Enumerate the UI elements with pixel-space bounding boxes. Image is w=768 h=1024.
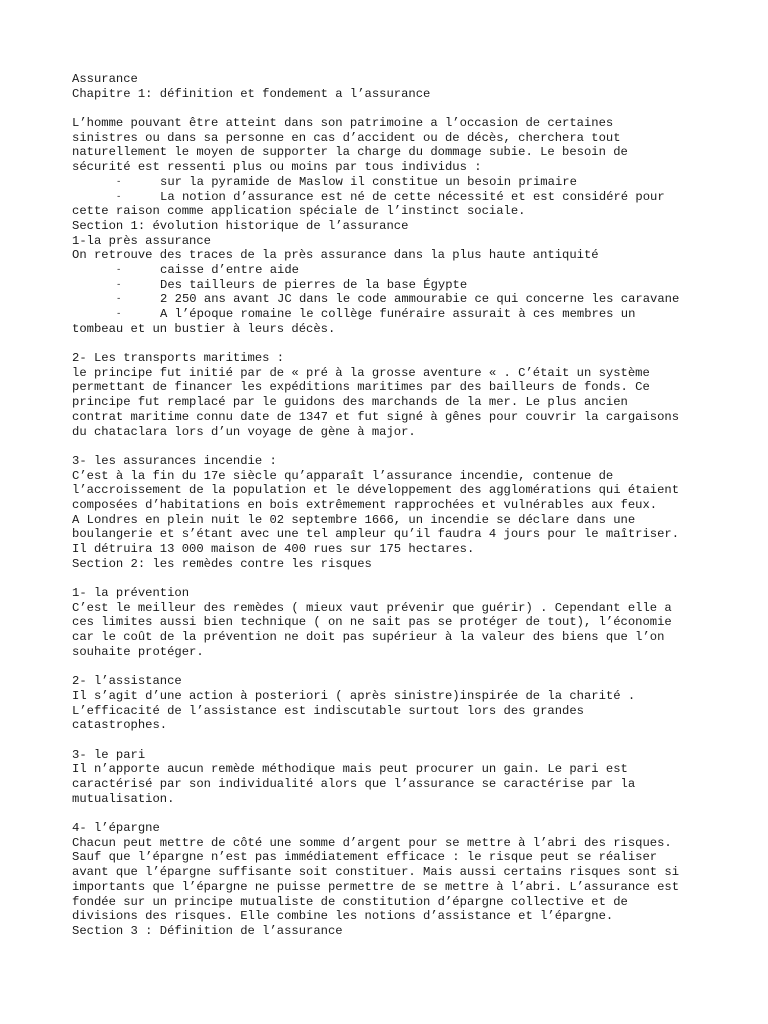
text-line: fondée sur un principe mutualiste de constitution d’épargne collective et de <box>72 894 628 909</box>
bullet-marker: - <box>116 264 122 275</box>
text-line: catastrophes. <box>72 718 168 733</box>
text-line: Chacun peut mettre de côté une somme d’argent pour se mettre à l’abri des risques. <box>72 835 672 850</box>
document-body <box>72 72 712 939</box>
blank-line <box>72 336 712 351</box>
text-line: composées d’habitations en bois extrêmement rapprochées et vulnérables aux feux. <box>72 497 658 512</box>
bullet-text: A l’époque romaine le collège funéraire assurait à ces membres un <box>160 307 636 321</box>
text-line: 4- l’épargne <box>72 821 160 836</box>
text-line: 1-la près assurance <box>72 233 211 248</box>
text-line: L’homme pouvant être atteint dans son patrimoine a l’occasion de certaines <box>72 116 614 131</box>
text-line: car le coût de la prévention ne doit pas supérieur à la valeur des biens que l’on <box>72 630 665 645</box>
blank-line <box>72 660 712 675</box>
text-line: Il détruira 13 000 maison de 400 rues sur 175 hectares. <box>72 542 475 556</box>
text-line: permettant de financer les expéditions maritimes par des bailleurs de fonds. Ce <box>72 380 650 395</box>
text-line: naturellement le moyen de supporter la charge du dommage subie. Le besoin de <box>72 145 628 160</box>
bullet-item <box>72 190 712 205</box>
bullet-text: sur la pyramide de Maslow il constitue un besoin primaire <box>160 174 577 189</box>
text-line: ces limites aussi bien technique ( on ne sait pas se protéger de tout), l’économie <box>72 615 672 630</box>
blank-line <box>72 571 712 586</box>
text-line: Section 1: évolution historique de l’assurance <box>72 218 409 233</box>
text-line: caractérisé par son individualité alors que l’assurance se caractérise par la <box>72 777 636 791</box>
text-line: 2- l’assistance <box>72 674 182 689</box>
text-line: sécurité est ressenti plus ou moins par tous individus : <box>72 160 482 175</box>
text-line: Sauf que l’épargne n’est pas immédiatement efficace : le risque peut se réaliser <box>72 850 658 865</box>
text-line: avant que l’épargne suffisante soit constituer. Mais aussi certains risques sont si <box>72 865 680 880</box>
text-line: cette raison comme application spéciale de l’instinct sociale. <box>72 204 526 219</box>
text-line: l’accroissement de la population et le développement des agglomérations qui étaient <box>72 483 680 498</box>
text-line: sinistres ou dans sa personne en cas d’accident ou de décès, cherchera tout <box>72 130 621 145</box>
blank-line <box>72 733 712 748</box>
bullet-marker: - <box>116 279 122 290</box>
text-line: 3- le pari <box>72 747 146 762</box>
text-line: Section 2: les remèdes contre les risques <box>72 556 372 571</box>
text-line: mutualisation. <box>72 791 175 806</box>
bullet-text: La notion d’assurance est né de cette nécessité et est considéré pour <box>160 189 665 204</box>
text-line: Section 3 : Définition de l’assurance <box>72 923 343 938</box>
bullet-marker: - <box>116 309 122 319</box>
text-line: principe fut remplacé par le guidons des marchands de la mer. Le plus ancien <box>72 395 628 410</box>
text-line: Il s’agit d’une action à posteriori ( après sinistre)inspirée de la charité . <box>72 688 636 703</box>
bullet-item <box>72 292 712 307</box>
text-line: Chapitre 1: définition et fondement a l’assurance <box>72 86 431 101</box>
text-line: du chataclara lors d’un voyage de gène à major. <box>72 424 416 439</box>
text-line: importants que l’épargne ne puisse permettre de se mettre à l’abri. L’assurance est <box>72 879 680 894</box>
bullet-text: 2 250 ans avant JC dans le code ammourabie ce qui concerne les caravane <box>160 292 680 307</box>
text-line: 3- les assurances incendie : <box>72 453 277 468</box>
text-line: souhaite protéger. <box>72 644 204 659</box>
bullet-marker: - <box>116 294 122 305</box>
text-line: L’efficacité de l’assistance est indiscutable surtout lors des grandes <box>72 703 584 718</box>
blank-line <box>72 806 712 821</box>
bullet-text: Des tailleurs de pierres de la base Égypte <box>160 277 468 292</box>
bullet-marker: - <box>116 191 122 202</box>
text-line: le principe fut initié par de « pré à la grosse aventure « . C’était un système <box>72 365 650 380</box>
bullet-item <box>72 307 712 322</box>
bullet-marker: - <box>116 176 122 187</box>
text-line: 2- Les transports maritimes : <box>72 351 285 366</box>
text-line: tombeau et un bustier à leurs décès. <box>72 321 336 336</box>
text-line: Assurance <box>72 72 138 86</box>
text-line: C’est le meilleur des remèdes ( mieux vaut prévenir que guérir) . Cependant elle a <box>72 600 672 615</box>
text-line: On retrouve des traces de la près assurance dans la plus haute antiquité <box>72 248 599 263</box>
text-line: contrat maritime connu date de 1347 et fut signé à gênes pour couvrir la cargaisons <box>72 409 680 424</box>
text-line: 1- la prévention <box>72 586 190 601</box>
bullet-item <box>72 263 712 278</box>
blank-line <box>72 439 712 454</box>
bullet-item <box>72 175 712 190</box>
text-line: A Londres en plein nuit le 02 septembre 1666, un incendie se déclare dans une <box>72 512 636 527</box>
bullet-item <box>72 278 712 293</box>
text-line: C’est à la fin du 17e siècle qu’apparaît l’assurance incendie, contenue de <box>72 468 614 483</box>
blank-line <box>72 101 712 116</box>
bullet-text: caisse d’entre aide <box>160 262 299 277</box>
text-line: Il n’apporte aucun remède méthodique mais peut procurer un gain. Le pari est <box>72 762 628 777</box>
text-line: boulangerie et s’étant avec une tel ampleur qu’il faudra 4 jours pour le maîtriser. <box>72 527 680 542</box>
text-line: divisions des risques. Elle combine les notions d’assistance et l’épargne. <box>72 909 614 924</box>
